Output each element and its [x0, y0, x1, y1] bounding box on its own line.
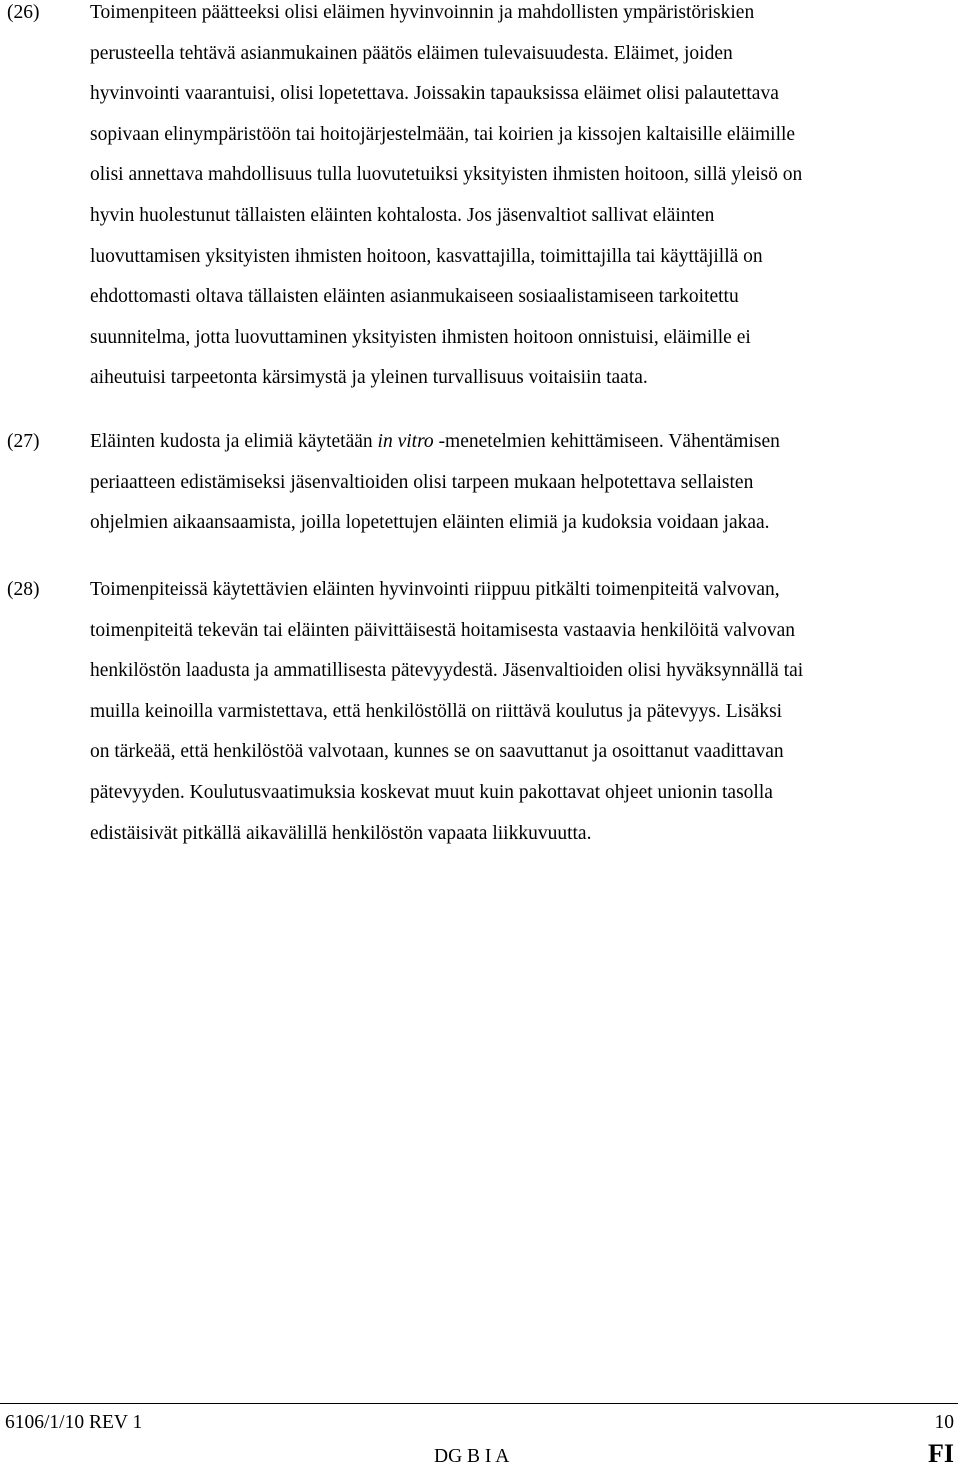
text-line: ohjelmien aikaansaamista, joilla lopetettujen eläinten elimiä ja kudoksia voidaan jakaa. [90, 512, 770, 534]
text-line: pätevyyden. Koulutusvaatimuksia koskevat muut kuin pakottavat ohjeet unionin tasolla [90, 782, 773, 803]
footer-divider [0, 1403, 958, 1404]
italic-term: in vitro [377, 431, 434, 452]
text-line: henkilöstön laadusta ja ammatillisesta pätevyydestä. Jäsenvaltioiden olisi hyväksynnällä tai [90, 660, 804, 682]
text-line: edistäisivät pitkällä aikavälillä henkilöstön vapaata liikkuvuutta. [90, 822, 592, 844]
text-line: hyvin huolestunut tällaisten eläinten kohtalosta. Jos jäsenvaltiot sallivat eläinten [90, 205, 715, 226]
text-line: muilla keinoilla varmistettava, että henkilöstöllä on riittävä koulutus ja pätevyys. Lisäksi [90, 700, 783, 722]
text-run: Eläinten kudosta ja elimiä käytetään [90, 431, 378, 452]
paragraph-number: (27) [7, 431, 40, 452]
text-line: on tärkeää, että henkilöstöä valvotaan, kunnes se on saavuttanut ja osoittanut vaadittavan [90, 741, 784, 763]
text-line: aiheutuisi tarpeetonta kärsimystä ja yleinen turvallisuus voitaisiin taata. [90, 367, 648, 389]
paragraph-number: (26) [7, 2, 40, 23]
text-line: suunnitelma, jotta luovuttaminen yksityisten ihmisten hoitoon onnistuisi, eläimille ei [90, 326, 751, 348]
language-code: FI [928, 1439, 954, 1468]
document-reference: 6106/1/10 REV 1 [5, 1412, 143, 1433]
directorate-code: DG B I A [434, 1446, 510, 1467]
text-run: -menetelmien kehittämiseen. Vähentämisen [433, 431, 780, 452]
text-line: periaatteen edistämiseksi jäsenvaltioiden olisi tarpeen mukaan helpotettava sellaisten [90, 471, 754, 493]
text-line: sopivaan elinympäristöön tai hoitojärjestelmään, tai koirien ja kissojen kaltaisille eläimille [90, 123, 796, 145]
page-number: 10 [934, 1412, 954, 1433]
text-line: toimenpiteitä tekevän tai eläinten päivittäisestä hoitamisesta vastaavia henkilöitä valvovan [90, 619, 796, 641]
text-line: Toimenpiteissä käytettävien eläinten hyvinvointi riippuu pitkälti toimenpiteitä valvovan, [90, 579, 780, 600]
text-line: luovuttamisen yksityisten ihmisten hoitoon, kasvattajilla, toimittajilla tai käyttäjillä on [90, 245, 763, 267]
text-line: olisi annettava mahdollisuus tulla luovutetuiksi yksityisten ihmisten hoitoon, sillä yleisö on [90, 164, 803, 186]
paragraph-number: (28) [7, 579, 40, 600]
text-line [90, 422, 780, 463]
text-line: Toimenpiteen päätteeksi olisi eläimen hyvinvoinnin ja mahdollisten ympäristöriskien [90, 2, 755, 23]
text-line: perusteella tehtävä asianmukainen päätös eläimen tulevaisuudesta. Eläimet, joiden [90, 42, 733, 64]
text-line: ehdottomasti oltava tällaisten eläinten asianmukaiseen sosiaalistamiseen tarkoitettu [90, 286, 739, 308]
text-line: hyvinvointi vaarantuisi, olisi lopetettava. Joissakin tapauksissa eläimet olisi palautettava [90, 83, 779, 105]
